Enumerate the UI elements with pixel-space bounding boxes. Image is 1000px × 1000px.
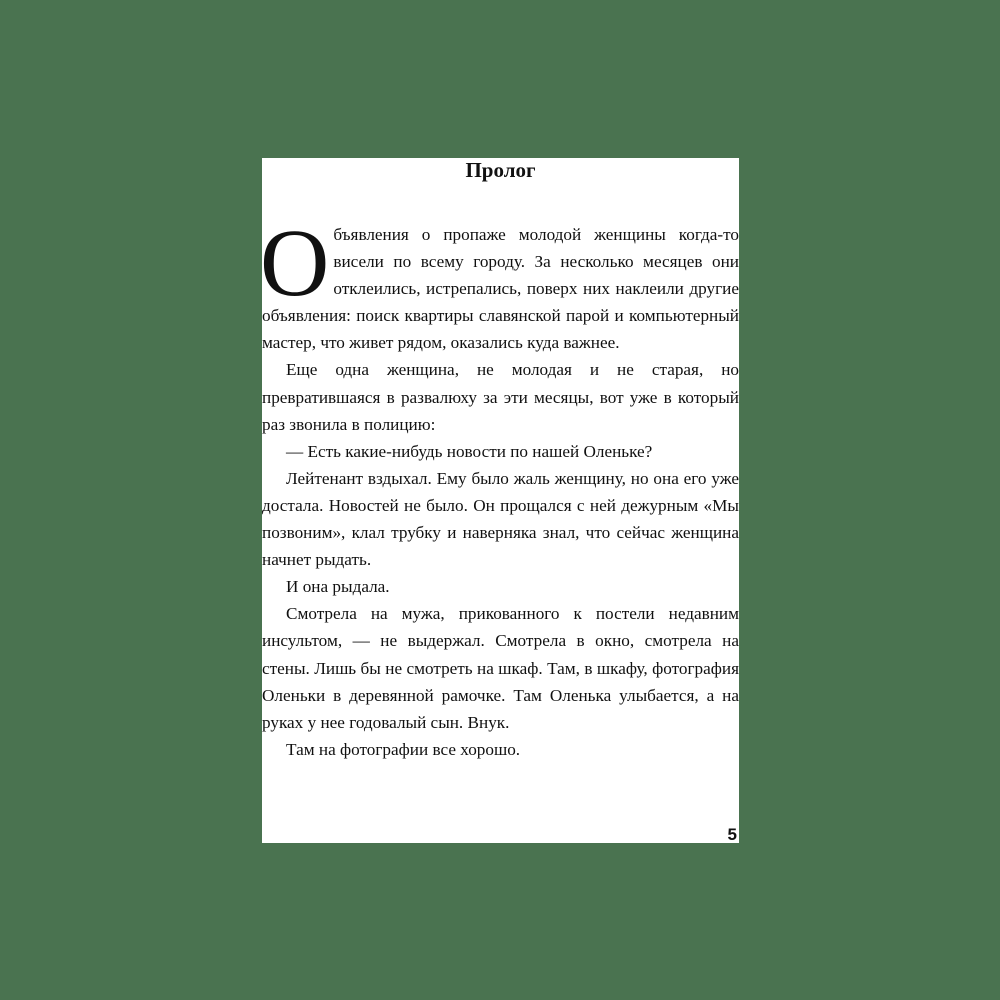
book-page <box>262 158 739 843</box>
dropcap-letter: О <box>260 209 330 316</box>
body-text <box>260 209 739 763</box>
paragraph-2: Еще одна женщина, не молодая и не старая, но превратившаяся в развалюху за эти месяцы, вот уже в который раз звонила в полицию: <box>262 360 739 434</box>
paragraph-3-dialogue: — Есть какие-нибудь новости по нашей Оленьке? <box>286 441 653 461</box>
paragraph-4: Лейтенант вздыхал. Ему было жаль женщину, но она его уже достала. Новостей не было. Он прощался с ней дежурным «Мы позвоним», клал трубку и наверняка знал, что сейчас женщина начнет рыдать. <box>262 468 739 570</box>
paragraph-7: Там на фотографии все хорошо. <box>286 739 521 759</box>
paragraph-1-text: бъявления о пропаже молодой женщины когда-то висели по всему городу. За несколько месяцев они отклеились, истрепались, поверх них наклеили другие объявления: поиск квартиры славянской парой и компьютерный мастер, что живет рядом, оказались куда важнее. <box>262 225 739 353</box>
paragraph-6: Смотрела на мужа, прикованного к постели недавним инсультом, — не выдержал. Смотрела в окно, смотрела на стены. Лишь бы не смотреть на шкаф. Там, в шкафу, фотография Оленьки в деревянной рамочке. Там Оленька улыбается, а на руках у нее годовалый сын. Внук. <box>262 604 739 732</box>
paragraph-5: И она рыдала. <box>286 577 390 597</box>
page-number: 5 <box>727 825 737 844</box>
paragraph-1 <box>260 209 739 356</box>
chapter-title: Пролог <box>465 158 536 182</box>
